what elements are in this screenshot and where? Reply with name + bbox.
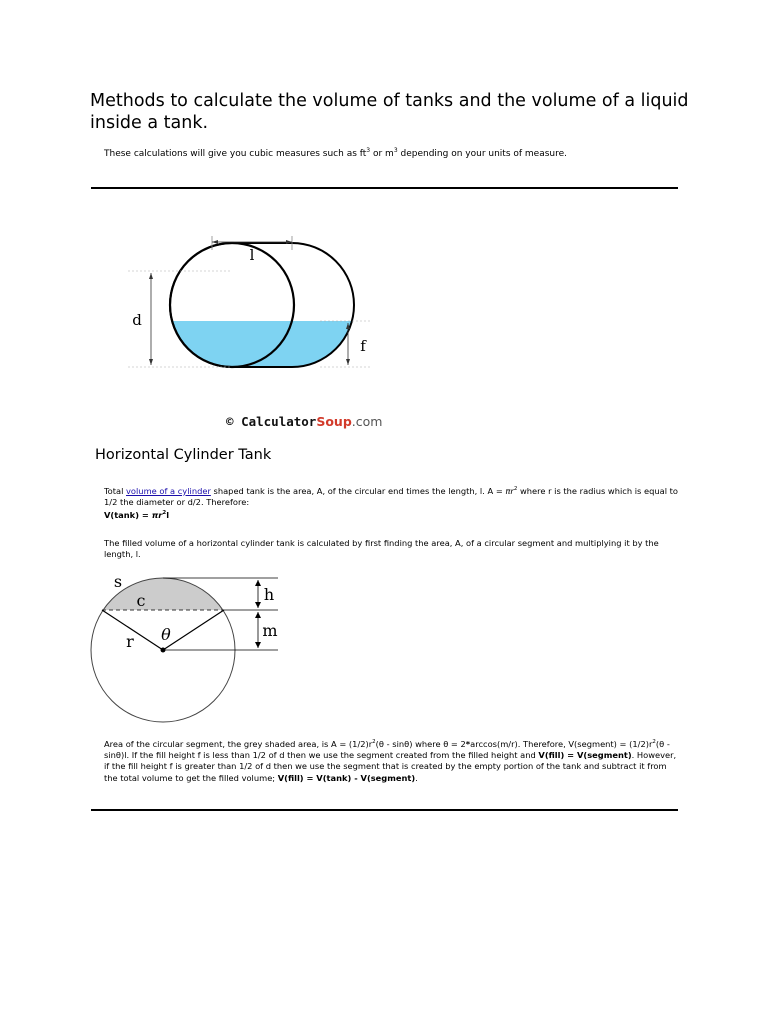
label-theta: θ [161,625,171,644]
radius-right [163,610,224,650]
intro-text: These calculations will give you cubic measures such as $ft^3$ or $m^3$ depending on your units of measure. [104,147,568,159]
divider-bottom [91,809,678,811]
label-r: r [126,632,134,651]
label-h: h [263,585,275,604]
label-s: s [113,572,123,591]
label-f: f [360,337,366,355]
paragraph-filled-volume: The filled volume of a horizontal cylinder tank is calculated by first finding the area, A, of a circular segment and multiplying it by the length, l. [104,538,659,560]
label-m: m [262,621,278,640]
section-heading: Horizontal Cylinder Tank [95,447,272,463]
circular-segment-diagram [88,570,288,730]
volume-of-cylinder-link[interactable]: volume of a cylinder [126,485,211,496]
page-title: Methods to calculate the volume of tanks and the volume of a liquid inside a tank. [90,91,689,133]
label-c: c [136,591,146,610]
label-d: d [132,311,142,329]
divider-top [91,187,678,189]
label-l: l [249,246,255,264]
calculatorsoup-logo: © CalculatorSoup.com [226,414,383,429]
tank-diagram [120,230,380,370]
paragraph-segment-area: Area of the circular segment, the grey shaded area, is $A = (1/2)r^2(\theta - \sin\theta)$ where θ = 2*arccos(m/r). Therefore, V(segment) = $(1/2)r^2(\theta - \sin\theta)l$. If the fill height f is less than 1/2 of d then we use the segment created from the filled height and V(fill) = V(segment). However, if the fill height f is greater than 1/2 of d then we use the segment that is created by the empty portion of the tank and subtract it from the total volume to get the filled volume; V(fill) = V(tank) - V(segment). [104,738,677,783]
paragraph-tank-volume: Total volume of a cylinder shaped tank is the area, A, of the circular end times the length, l. $A = \pi r^2$ where r is the radius which is equal to 1/2 the diameter or d/2. Therefore: $V(\tan k) = \pi r^2l$ [104,485,678,521]
formula-v-tank: $V(\tan k) = \pi r^2l$ [104,510,170,521]
